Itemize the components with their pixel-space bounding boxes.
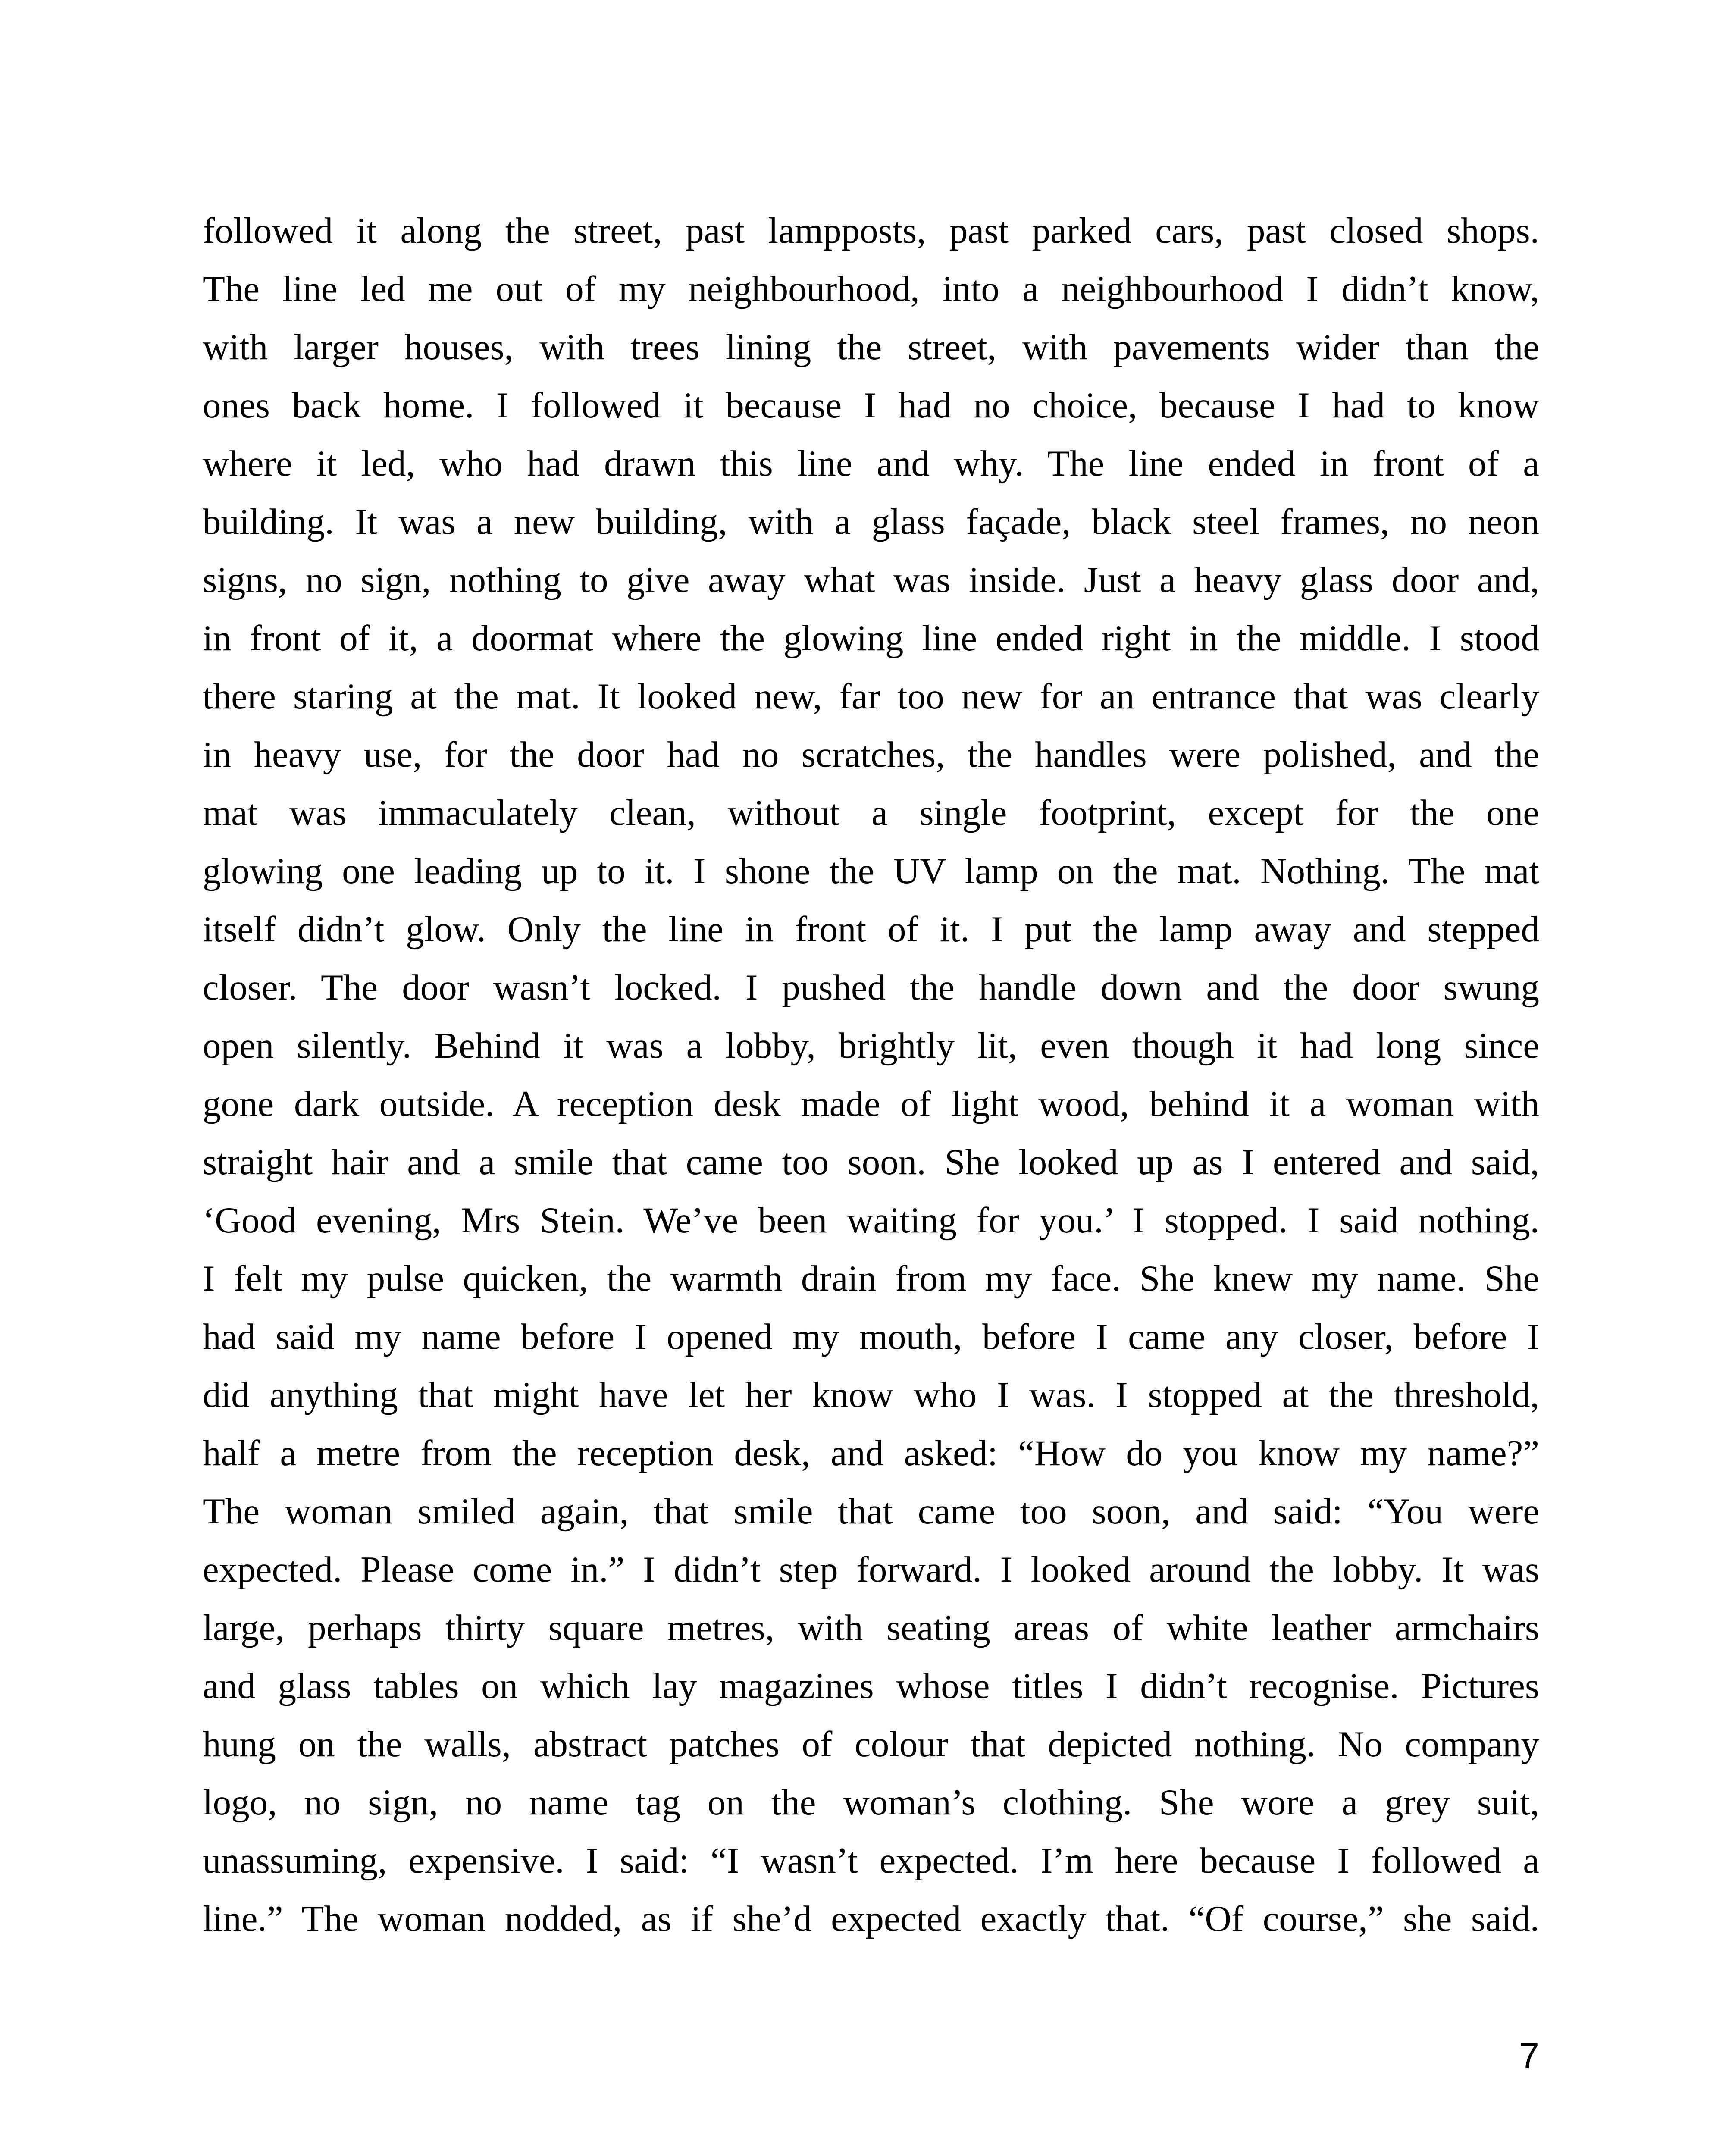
text-line: followed it along the street, past lampposts, past parked cars, past closed shops. bbox=[203, 210, 1539, 251]
text-line: I felt my pulse quicken, the warmth drain from my face. She knew my name. She bbox=[203, 1258, 1539, 1299]
body-text bbox=[203, 202, 1539, 1948]
text-line: expected. Please come in.” I didn’t step forward. I looked around the lobby. It was bbox=[203, 1549, 1539, 1590]
text-line: hung on the walls, abstract patches of colour that depicted nothing. No company bbox=[203, 1724, 1539, 1764]
text-line: large, perhaps thirty square metres, with seating areas of white leather armchairs bbox=[203, 1608, 1539, 1648]
text-line: line.” The woman nodded, as if she’d expected exactly that. “Of course,” she said. bbox=[203, 1899, 1539, 1939]
text-line: where it led, who had drawn this line and why. The line ended in front of a bbox=[203, 443, 1539, 484]
text-line: glowing one leading up to it. I shone the UV lamp on the mat. Nothing. The mat bbox=[203, 851, 1539, 891]
text-line: open silently. Behind it was a lobby, brightly lit, even though it had long since bbox=[203, 1025, 1539, 1066]
text-line: in front of it, a doormat where the glowing line ended right in the middle. I stood bbox=[203, 618, 1539, 658]
text-line: gone dark outside. A reception desk made of light wood, behind it a woman with bbox=[203, 1084, 1539, 1124]
text-line: logo, no sign, no name tag on the woman’s clothing. She wore a grey suit, bbox=[203, 1782, 1539, 1823]
text-line: The woman smiled again, that smile that came too soon, and said: “You were bbox=[203, 1491, 1539, 1532]
text-line: closer. The door wasn’t locked. I pushed the handle down and the door swung bbox=[203, 967, 1539, 1008]
text-line: The line led me out of my neighbourhood, into a neighbourhood I didn’t know, bbox=[203, 269, 1539, 309]
text-line: ones back home. I followed it because I had no choice, because I had to know bbox=[203, 385, 1539, 426]
page-number: 7 bbox=[1519, 2036, 1539, 2076]
text-line: signs, no sign, nothing to give away what was inside. Just a heavy glass door and, bbox=[203, 560, 1539, 600]
text-line: there staring at the mat. It looked new, far too new for an entrance that was clearly bbox=[203, 676, 1539, 717]
text-line: mat was immaculately clean, without a single footprint, except for the one bbox=[203, 793, 1539, 833]
text-line: itself didn’t glow. Only the line in front of it. I put the lamp away and stepped bbox=[203, 909, 1539, 950]
text-line: ‘Good evening, Mrs Stein. We’ve been waiting for you.’ I stopped. I said nothing. bbox=[203, 1200, 1539, 1241]
text-line: with larger houses, with trees lining the street, with pavements wider than the bbox=[203, 327, 1539, 367]
text-line: in heavy use, for the door had no scratches, the handles were polished, and the bbox=[203, 734, 1539, 775]
text-line: unassuming, expensive. I said: “I wasn’t expected. I’m here because I followed a bbox=[203, 1840, 1539, 1881]
text-line: straight hair and a smile that came too soon. She looked up as I entered and said, bbox=[203, 1142, 1539, 1182]
text-line: and glass tables on which lay magazines whose titles I didn’t recognise. Pictures bbox=[203, 1666, 1539, 1706]
text-line: did anything that might have let her know who I was. I stopped at the threshold, bbox=[203, 1375, 1539, 1415]
text-line: building. It was a new building, with a glass façade, black steel frames, no neon bbox=[203, 501, 1539, 542]
text-line: half a metre from the reception desk, and asked: “How do you know my name?” bbox=[203, 1433, 1539, 1473]
text-line: had said my name before I opened my mouth, before I came any closer, before I bbox=[203, 1316, 1539, 1357]
